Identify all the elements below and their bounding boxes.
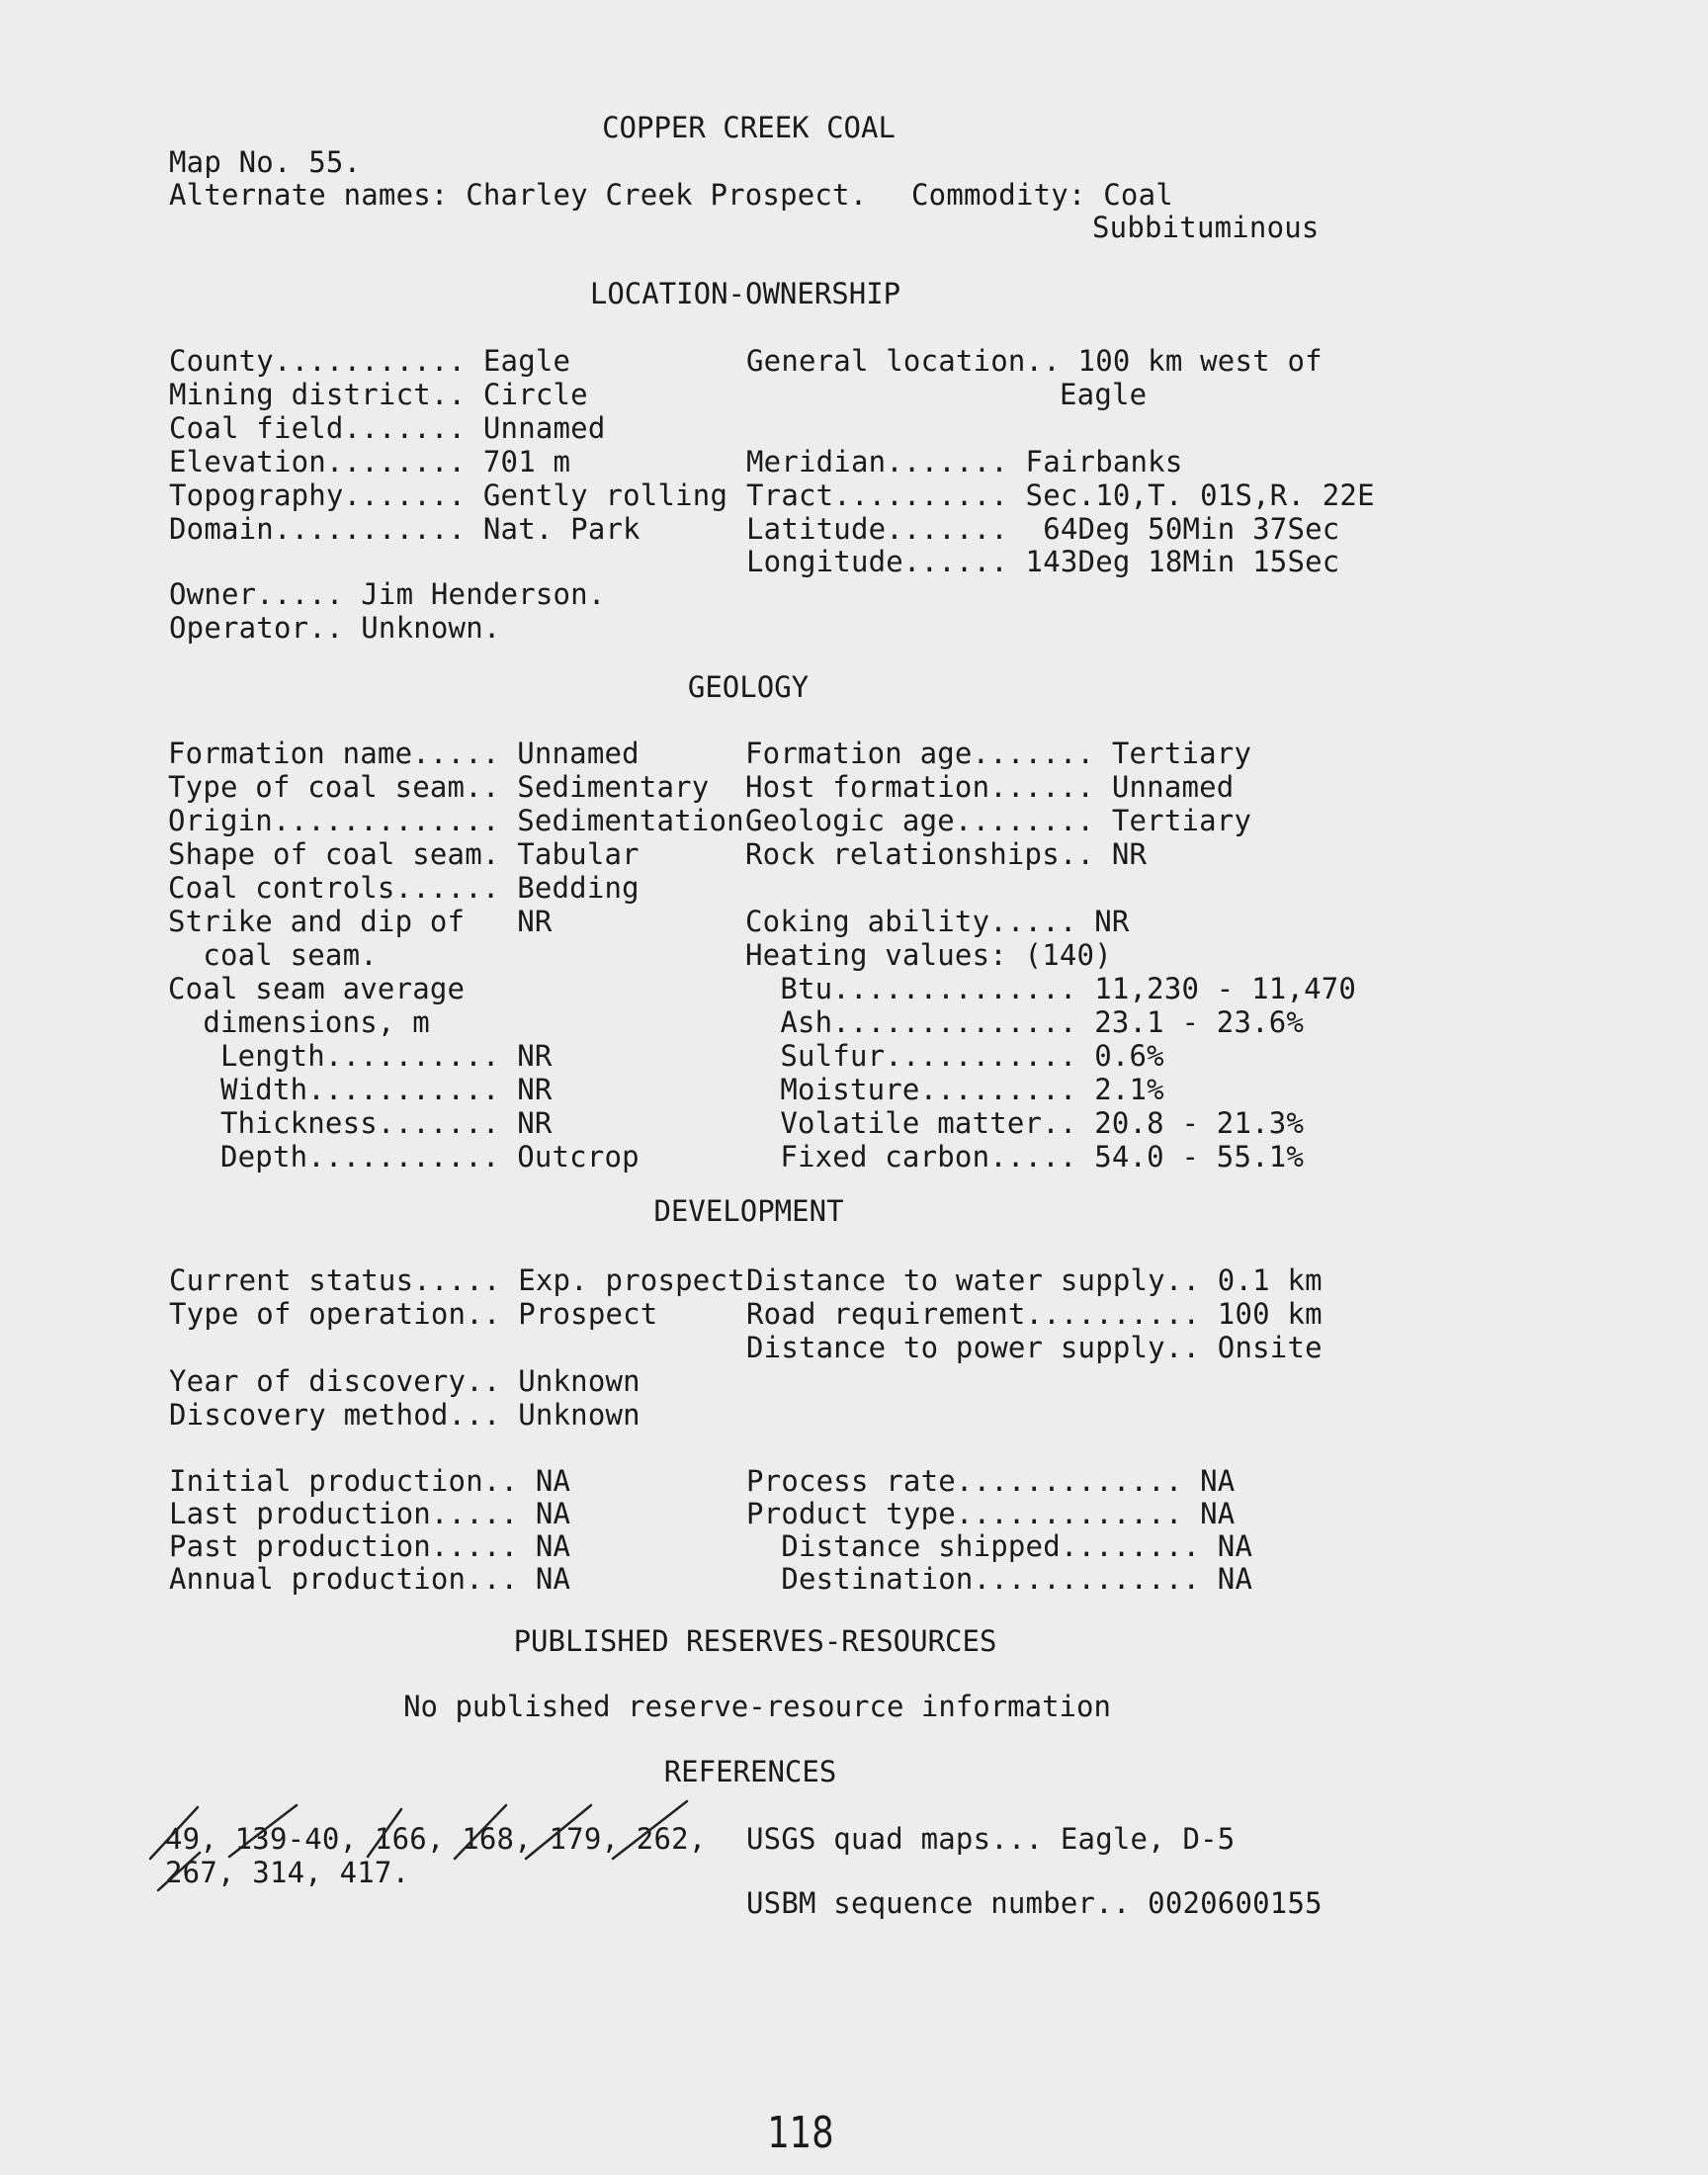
geology-row: Origin............. Sedimentation (168, 804, 744, 837)
geology-row: Width........... NR (168, 1073, 553, 1106)
tract-field: Tract.......... Sec.10,T. 01S,R. 22E (746, 478, 1375, 512)
development-row: Product type............. NA (746, 1497, 1236, 1530)
section-location-heading: LOCATION-OWNERSHIP (589, 277, 901, 310)
geology-row: Moisture......... 2.1% (745, 1073, 1164, 1106)
geology-row: Ash.............. 23.1 - 23.6% (745, 1005, 1305, 1039)
meridian-field: Meridian....... Fairbanks (746, 445, 1183, 478)
references-list-line2: 267, 314, 417. (165, 1856, 410, 1889)
geology-row: Volatile matter.. 20.8 - 21.3% (745, 1106, 1305, 1140)
geology-row: Coal seam average (168, 972, 466, 1005)
alternate-names: Alternate names: Charley Creek Prospect. (169, 178, 868, 212)
development-row: Initial production.. NA (169, 1464, 571, 1498)
page-number: 118 (767, 2108, 834, 2158)
development-row: Annual production... NA (169, 1562, 571, 1596)
geology-row: Fixed carbon..... 54.0 - 55.1% (745, 1140, 1305, 1174)
usbm-sequence-number: USBM sequence number.. 0020600155 (746, 1886, 1323, 1920)
geology-row: Heating values: (140) (745, 938, 1112, 972)
development-row: Distance shipped........ NA (746, 1529, 1253, 1563)
longitude-field: Longitude...... 143Deg 18Min 15Sec (746, 545, 1340, 578)
general-location-cont: Eagle (1060, 378, 1148, 411)
domain-field: Domain........... Nat. Park (169, 512, 640, 546)
elevation-field: Elevation........ 701 m (169, 445, 571, 478)
geology-row: Coking ability..... NR (745, 905, 1130, 938)
development-row: Distance to water supply.. 0.1 km (746, 1263, 1323, 1297)
development-row: Road requirement.......... 100 km (746, 1297, 1323, 1331)
section-geology-heading: GEOLOGY (687, 670, 810, 704)
section-reserves-heading: PUBLISHED RESERVES-RESOURCES (513, 1624, 997, 1658)
operator-field: Operator.. Unknown. (169, 611, 501, 645)
county-field: County........... Eagle (169, 344, 571, 378)
page-title: COPPER CREEK COAL (602, 111, 896, 144)
development-row: Current status..... Exp. prospect (169, 1263, 745, 1297)
geology-row: Type of coal seam.. Sedimentary (168, 770, 710, 804)
geology-row: Length.......... NR (168, 1039, 553, 1073)
development-row: Past production..... NA (169, 1529, 571, 1563)
development-row: Type of operation.. Prospect (169, 1297, 658, 1331)
geology-row: Strike and dip of NR (168, 905, 553, 938)
references-list-line1: 49, 139-40, 166, 168, 179, 262, (165, 1822, 707, 1856)
geology-row: Coal controls...... Bedding (168, 871, 640, 905)
geology-row: Host formation...... Unnamed (745, 770, 1235, 804)
usgs-quad-maps: USGS quad maps... Eagle, D-5 (746, 1822, 1236, 1856)
coal-field-field: Coal field....... Unnamed (169, 411, 606, 445)
geology-row: Formation name..... Unnamed (168, 737, 640, 770)
development-row: Destination............. NA (746, 1562, 1253, 1596)
topography-field: Topography....... Gently rolling (169, 478, 728, 512)
development-row: Discovery method... Unknown (169, 1398, 640, 1432)
geology-row: Btu.............. 11,230 - 11,470 (745, 972, 1357, 1005)
development-row: Last production..... NA (169, 1497, 571, 1530)
general-location-field: General location.. 100 km west of (746, 344, 1323, 378)
reserves-text: No published reserve-resource information (403, 1690, 1111, 1723)
section-development-heading: DEVELOPMENT (653, 1194, 844, 1228)
geology-row: coal seam. (168, 938, 378, 972)
commodity: Commodity: Coal (911, 178, 1173, 212)
geology-row: Shape of coal seam. Tabular (168, 837, 640, 871)
geology-row: Thickness....... NR (168, 1106, 553, 1140)
commodity-sub: Subbituminous (1092, 211, 1320, 244)
geology-row: Sulfur........... 0.6% (745, 1039, 1164, 1073)
map-number: Map No. 55. (169, 145, 362, 179)
geology-row: Rock relationships.. NR (745, 837, 1148, 871)
owner-field: Owner..... Jim Henderson. (169, 577, 606, 611)
development-row: Process rate............. NA (746, 1464, 1236, 1498)
geology-row: Formation age....... Tertiary (745, 737, 1252, 770)
geology-row: Geologic age........ Tertiary (745, 804, 1252, 837)
section-references-heading: REFERENCES (663, 1755, 837, 1788)
geology-row: Depth........... Outcrop (168, 1140, 640, 1174)
geology-row: dimensions, m (168, 1005, 430, 1039)
development-row: Year of discovery.. Unknown (169, 1364, 640, 1398)
mining-district-field: Mining district.. Circle (169, 378, 588, 411)
development-row: Distance to power supply.. Onsite (746, 1331, 1323, 1364)
latitude-field: Latitude....... 64Deg 50Min 37Sec (746, 512, 1340, 546)
